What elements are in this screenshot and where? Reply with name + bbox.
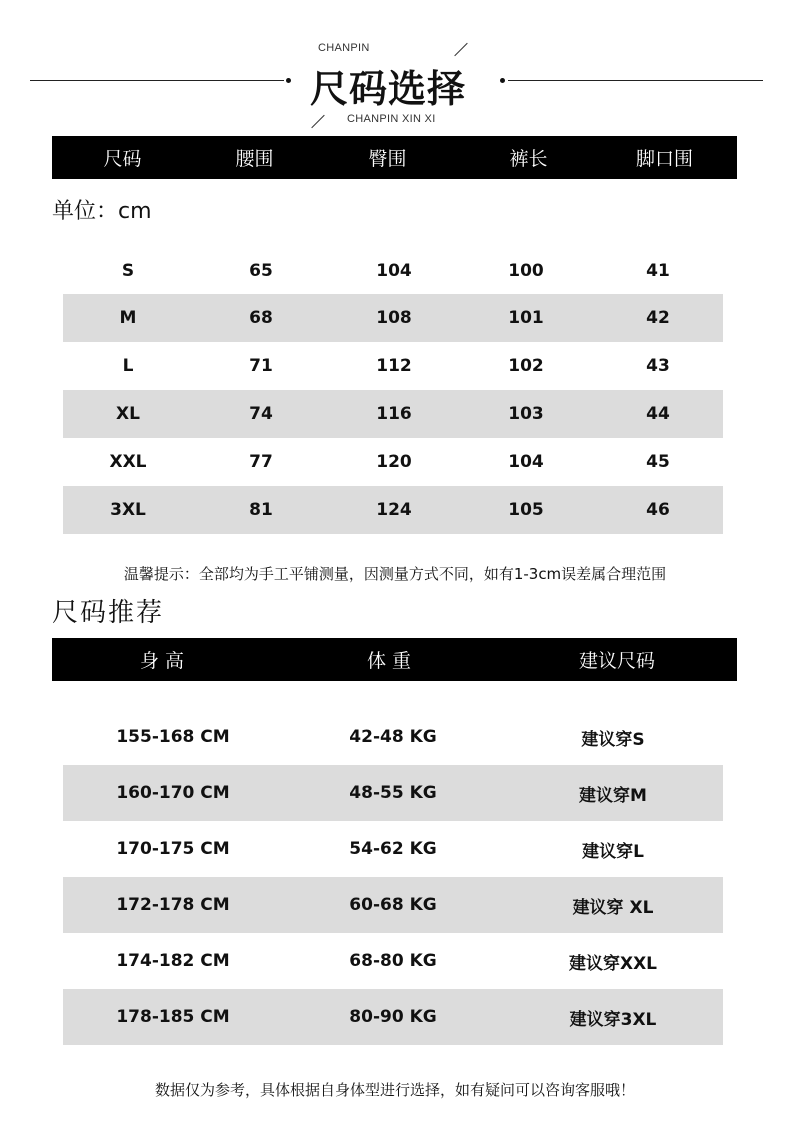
- table-row: [63, 438, 723, 486]
- table-cell: 68: [249, 308, 273, 328]
- table-cell: 42: [646, 308, 670, 328]
- table-row: [63, 933, 723, 989]
- recommend-title: 尺码推荐: [52, 598, 165, 628]
- table-cell: 68-80 KG: [349, 951, 437, 971]
- header-rule-right: [508, 80, 763, 81]
- table-cell: 建议穿3XL: [569, 1009, 657, 1030]
- column-header: 裤长: [509, 148, 548, 170]
- table-cell: 45: [646, 452, 670, 472]
- table-cell: 48-55 KG: [349, 783, 437, 803]
- table-cell: 54-62 KG: [349, 839, 437, 859]
- table-cell: 174-182 CM: [116, 951, 230, 971]
- table-cell: 160-170 CM: [116, 783, 230, 803]
- table-cell: 77: [249, 452, 273, 472]
- table-cell: 170-175 CM: [116, 839, 230, 859]
- table-cell: 建议穿S: [581, 729, 645, 750]
- table-row: [63, 709, 723, 765]
- table-cell: 101: [508, 308, 544, 328]
- table-cell: 102: [508, 356, 544, 376]
- recommend-table-header: [52, 638, 737, 681]
- table-cell: 44: [646, 404, 670, 424]
- table-cell: 112: [376, 356, 412, 376]
- table-cell: 71: [249, 356, 273, 376]
- column-header: 体 重: [366, 650, 412, 672]
- table-row: [63, 877, 723, 933]
- table-cell: XL: [116, 404, 140, 424]
- column-header: 腰围: [235, 148, 274, 170]
- table-cell: M: [119, 308, 137, 328]
- table-cell: 105: [508, 500, 544, 520]
- table-cell: 81: [249, 500, 273, 520]
- table-cell: 178-185 CM: [116, 1007, 230, 1027]
- table-cell: 100: [508, 260, 544, 281]
- header-top-caption: CHANPIN: [318, 42, 370, 54]
- table-cell: 41: [646, 260, 670, 281]
- table-cell: 172-178 CM: [116, 895, 230, 915]
- table-cell: 建议穿M: [579, 785, 647, 806]
- table-cell: 116: [376, 404, 412, 424]
- size-table-header: [52, 136, 737, 179]
- table-cell: XXL: [109, 452, 147, 472]
- table-cell: 108: [376, 308, 412, 328]
- footer-note: 数据仅为参考，具体根据自身体型进行选择，如有疑问可以咨询客服哦！: [154, 1081, 635, 1099]
- table-cell: 建议穿 XL: [572, 897, 654, 918]
- unit-label: 单位：cm: [52, 199, 152, 224]
- measurement-note: 温馨提示：全部均为手工平铺测量，因测量方式不同，如有1-3cm误差属合理范围: [123, 565, 667, 583]
- header-slash-top: [454, 43, 467, 56]
- table-cell: 80-90 KG: [349, 1007, 437, 1027]
- table-cell: 120: [376, 452, 412, 472]
- table-cell: 124: [376, 500, 412, 520]
- table-cell: 104: [508, 452, 544, 472]
- table-cell: 3XL: [110, 500, 146, 520]
- table-cell: 42-48 KG: [349, 727, 437, 747]
- table-row: [63, 821, 723, 877]
- table-row: [63, 294, 723, 342]
- column-header: 身 高: [139, 650, 185, 672]
- page-title: 尺码选择: [310, 67, 467, 111]
- table-cell: L: [122, 356, 134, 376]
- table-cell: 103: [508, 404, 544, 424]
- table-cell: 建议穿L: [582, 841, 644, 862]
- column-header: 臀围: [368, 148, 407, 170]
- table-row: [63, 247, 723, 294]
- table-cell: 建议穿XXL: [568, 953, 658, 974]
- table-cell: 104: [376, 260, 412, 281]
- table-cell: 65: [249, 260, 273, 281]
- header-rule-left: [30, 80, 284, 81]
- table-cell: 60-68 KG: [349, 895, 437, 915]
- table-cell: 74: [249, 404, 273, 424]
- table-row: [63, 486, 723, 534]
- table-row: [63, 390, 723, 438]
- table-row: [63, 989, 723, 1045]
- table-cell: 43: [646, 356, 670, 376]
- table-row: [63, 765, 723, 821]
- header-bottom-caption: CHANPIN XIN XI: [347, 113, 436, 125]
- header-dot-right: [500, 78, 505, 83]
- column-header: 脚口围: [635, 148, 693, 170]
- table-cell: 155-168 CM: [116, 727, 230, 747]
- table-cell: 46: [646, 500, 670, 520]
- header-dot-left: [286, 78, 291, 83]
- column-header: 尺码: [103, 148, 142, 170]
- table-row: [63, 342, 723, 390]
- table-cell: S: [121, 260, 135, 281]
- column-header: 建议尺码: [578, 650, 655, 672]
- header-slash-bottom: [311, 115, 324, 128]
